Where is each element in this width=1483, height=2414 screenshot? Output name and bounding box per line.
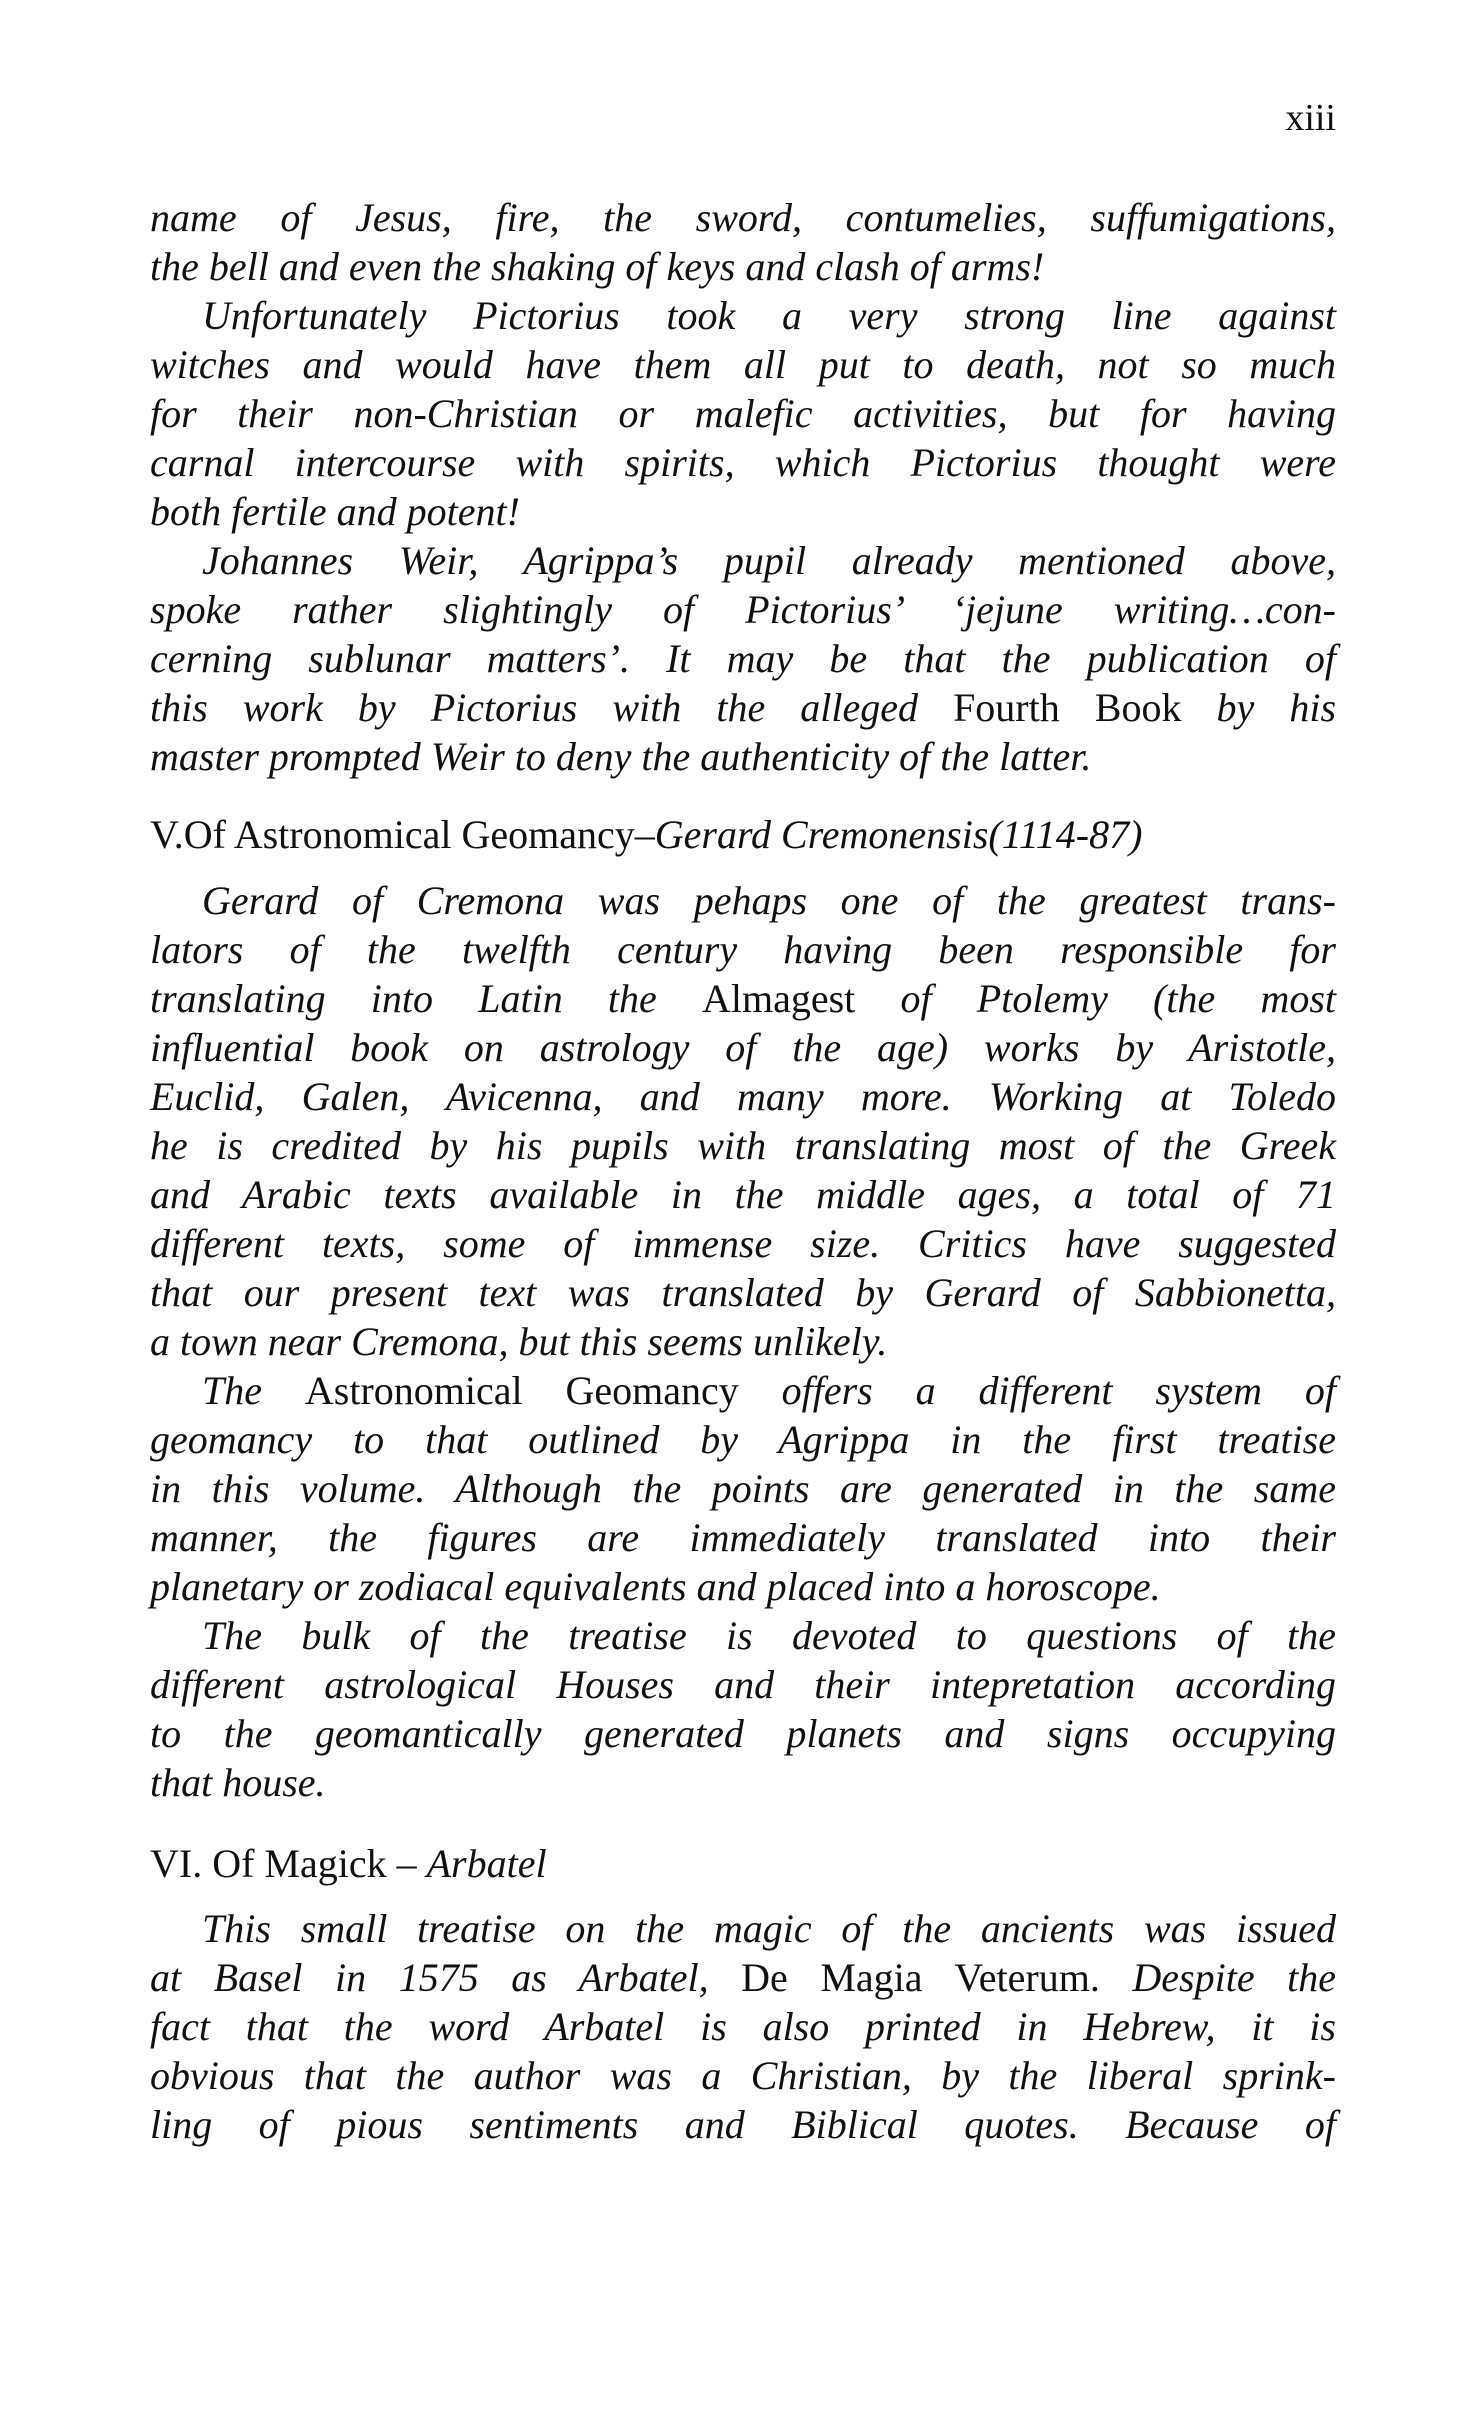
text-line (150, 1170, 1336, 1219)
italic-text: this work by Pictorius with the alleged (150, 685, 954, 730)
italic-text: for their non-Christian or malefic activities, but for having (150, 391, 1336, 436)
text-line (150, 1268, 1336, 1317)
heading-title: V.Of Astronomical Geomancy– (150, 812, 655, 857)
text-line (150, 1611, 1336, 1660)
italic-text: ling of pious sentiments and Biblical quotes. Because of (150, 2102, 1336, 2147)
italic-text: translating into Latin the (150, 976, 702, 1021)
section-heading-astronomical-geomancy (150, 810, 1142, 859)
italic-text: different texts, some of immense size. Critics have suggested (150, 1221, 1336, 1266)
text-line (150, 1904, 1336, 1953)
text-line (150, 2002, 1336, 2051)
heading-title: VI. Of Magick – (150, 1841, 427, 1886)
text-line (150, 1953, 1336, 2002)
italic-text: at Basel in 1575 as Arbatel, (150, 1955, 742, 2000)
italic-text: lators of the twelfth century having been responsible for (150, 927, 1336, 972)
text-line (150, 1513, 1336, 1562)
text-line (150, 1023, 1336, 1072)
italic-text: Despite the (1099, 1955, 1336, 2000)
italic-text: manner, the figures are immediately translated into their (150, 1515, 1336, 1560)
italic-text: geomancy to that outlined by Agrippa in the first treatise (150, 1417, 1336, 1462)
italic-text: carnal intercourse with spirits, which Pictorius thought were (150, 440, 1336, 485)
italic-text: that house. (150, 1760, 326, 1805)
text-line (150, 1366, 1336, 1415)
italic-text: influential book on astrology of the age) works by Aristotle, (150, 1025, 1336, 1070)
text-line (150, 291, 1336, 340)
text-line (150, 1660, 1336, 1709)
italic-text: This small treatise on the magic of the ancients was issued (202, 1906, 1336, 1951)
roman-title-text: Astronomical Geomancy (304, 1368, 739, 1413)
text-line (150, 1464, 1336, 1513)
italic-text: Euclid, Galen, Avicenna, and many more. Working at Toledo (150, 1074, 1336, 1119)
italic-text: Unfortunately Pictorius took a very strong line against (202, 293, 1336, 338)
italic-text: name of Jesus, fire, the sword, contumelies, suffumigations, (150, 195, 1336, 240)
text-line (150, 536, 1336, 585)
text-line (150, 974, 1336, 1023)
paragraphs-pictorius-weir (150, 193, 1336, 781)
italic-text: and Arabic texts available in the middle ages, a total of 71 (150, 1172, 1336, 1217)
italic-text: by his (1181, 685, 1337, 730)
text-line (150, 1072, 1336, 1121)
heading-author: Gerard Cremonensis(1114-87) (654, 812, 1143, 857)
text-line (150, 389, 1336, 438)
paragraphs-gerard-of-cremona (150, 876, 1336, 1807)
italic-text: offers a different system of (738, 1368, 1337, 1413)
italic-text: fact that the word Arbatel is also printed in Hebrew, it is (150, 2004, 1336, 2049)
italic-text: spoke rather slightingly of Pictorius’ ‘jejune writing…con- (150, 587, 1336, 632)
text-line (150, 1709, 1336, 1758)
italic-text: he is credited by his pupils with translating most of the Greek (150, 1123, 1336, 1168)
text-line (150, 193, 1336, 242)
italic-text: of Ptolemy (the most (855, 976, 1337, 1021)
italic-text: different astrological Houses and their intepretation according (150, 1662, 1336, 1707)
italic-text: a town near Cremona, but this seems unlikely. (150, 1319, 888, 1364)
page-number: xiii (1285, 97, 1336, 139)
italic-text: in this volume. Although the points are generated in the same (150, 1466, 1336, 1511)
italic-text: Johannes Weir, Agrippa’s pupil already mentioned above, (202, 538, 1336, 583)
italic-text: obvious that the author was a Christian, by the liberal sprink- (150, 2053, 1336, 2098)
roman-title-text: De Magia Veterum. (741, 1955, 1100, 2000)
text-line (150, 242, 1336, 291)
text-line (150, 732, 1336, 781)
text-line (150, 925, 1336, 974)
text-line (150, 2100, 1336, 2149)
italic-text: to the geomantically generated planets and signs occupying (150, 1711, 1336, 1756)
text-line (150, 1121, 1336, 1170)
text-line (150, 683, 1336, 732)
italic-text: The (202, 1368, 305, 1413)
text-line (150, 487, 1336, 536)
text-line (150, 1219, 1336, 1268)
italic-text: master prompted Weir to deny the authenticity of the latter. (150, 734, 1092, 779)
italic-text: Gerard of Cremona was pehaps one of the greatest trans- (202, 878, 1336, 923)
text-line (150, 585, 1336, 634)
italic-text: witches and would have them all put to death, not so much (150, 342, 1336, 387)
text-line (150, 1415, 1336, 1464)
text-line (150, 2051, 1336, 2100)
italic-text: both fertile and potent! (150, 489, 520, 534)
italic-text: that our present text was translated by Gerard of Sabbionetta, (150, 1270, 1336, 1315)
text-line (150, 1317, 1336, 1366)
text-line (150, 876, 1336, 925)
text-line (150, 1562, 1336, 1611)
text-line (150, 340, 1336, 389)
text-line (150, 634, 1336, 683)
section-heading-of-magick (150, 1839, 547, 1888)
italic-text: The bulk of the treatise is devoted to questions of the (202, 1613, 1336, 1658)
text-line (150, 438, 1336, 487)
roman-title-text: Almagest (701, 976, 856, 1021)
italic-text: the bell and even the shaking of keys and clash of arms! (150, 244, 1045, 289)
paragraphs-arbatel (150, 1904, 1336, 2149)
heading-author: Arbatel (426, 1841, 547, 1886)
italic-text: cerning sublunar matters’. It may be that the publication of (150, 636, 1336, 681)
text-line (150, 1758, 1336, 1807)
italic-text: planetary or zodiacal equivalents and placed into a horoscope. (150, 1564, 1161, 1609)
roman-title-text: Fourth Book (953, 685, 1182, 730)
